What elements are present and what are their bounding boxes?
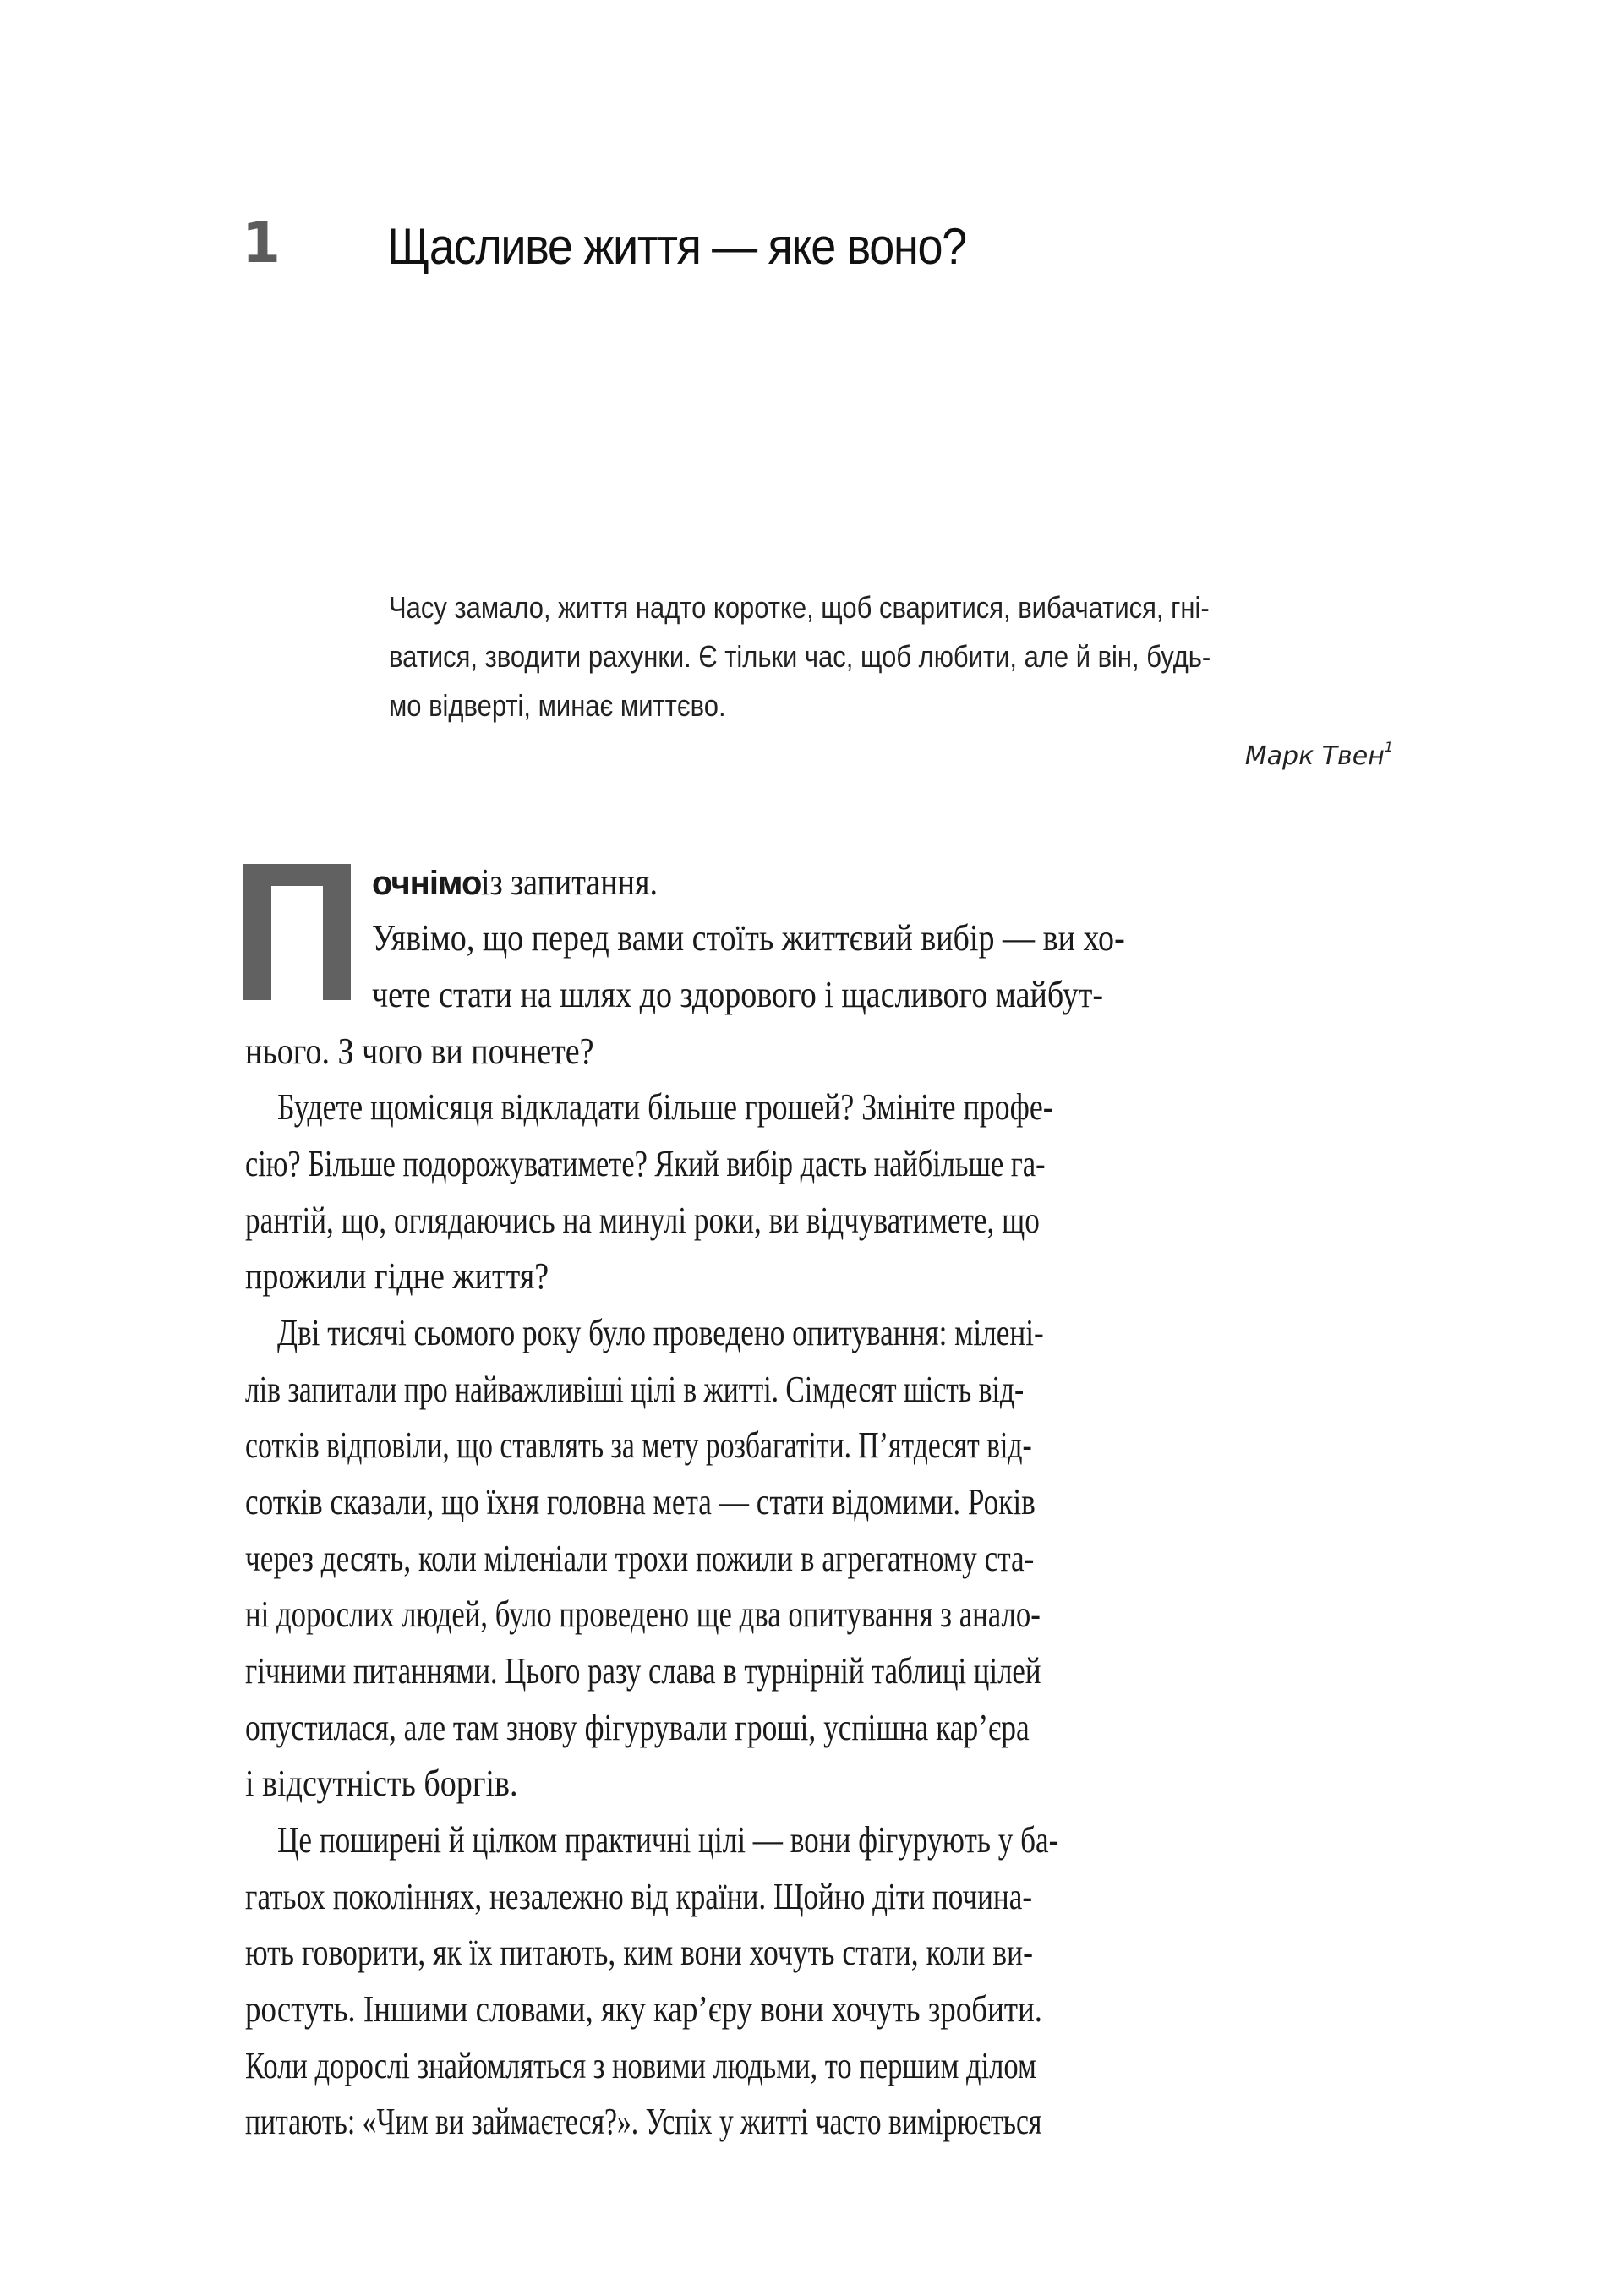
body-line: лів запитали про найважливіші цілі в житті. Сімдесят шість від- [245, 1369, 1025, 1410]
body-line: опустилася, але там знову фігурували гроші, успішна кар’єра [245, 1707, 1030, 1748]
body-line: ні дорослих людей, було проведено ще два опитування з анало- [245, 1594, 1041, 1635]
body-line: Дві тисячі сьомого року було проведено опитування: мілені- [277, 1312, 1044, 1353]
lead-in-rest: із запитання. [481, 861, 658, 903]
body-line: чете стати на шлях до здорового і щасливого майбут- [372, 974, 1104, 1015]
body-line: прожили гідне життя? [245, 1255, 549, 1297]
lead-in-bold: очнімо [372, 865, 482, 902]
body-line: Будете щомісяця відкладати більше грошей? Змініте профе- [277, 1086, 1053, 1128]
epigraph-line: Часу замало, життя надто коротке, щоб сваритися, вибачатися, гні- [389, 590, 1210, 625]
body-line: через десять, коли міленіали трохи пожили в агрегатному ста- [245, 1538, 1035, 1579]
epigraph-line: ватися, зводити рахунки. Є тільки час, щоб любити, але й він, будь- [389, 639, 1211, 674]
body-line: сію? Більше подорожуватимете? Який вибір дасть найбільше га- [245, 1143, 1046, 1184]
footnote-reference: 1 [1384, 739, 1393, 755]
body-line: Це поширені й цілком практичні цілі — вони фігурують у ба- [277, 1819, 1059, 1861]
chapter-number: 1 [242, 210, 281, 276]
drop-cap [243, 864, 351, 1000]
body-line: Уявімо, що перед вами стоїть життєвий вибір — ви хо- [372, 917, 1125, 959]
body-line: гічними питаннями. Цього разу слава в турнірній таблиці цілей [245, 1650, 1041, 1692]
body-line: сотків сказали, що їхня головна мета — стати відомими. Років [245, 1481, 1036, 1522]
body-line: ростуть. Іншими словами, яку кар’єру вони хочуть зробити. [245, 1988, 1043, 2030]
body-line: ють говорити, як їх питають, ким вони хочуть стати, коли ви- [245, 1932, 1033, 1973]
body-line: питають: «Чим ви займаєтеся?». Успіх у житті часто вимірюється [245, 2101, 1042, 2142]
body-line: нього. З чого ви почнете? [245, 1030, 594, 1072]
epigraph [389, 583, 1399, 730]
body-line: гатьох поколіннях, незалежно від країни. Щойно діти почина- [245, 1876, 1033, 1917]
body-line: рантій, що, оглядаючись на минулі роки, ви відчуватимете, що [245, 1200, 1040, 1241]
chapter-title: Щасливе життя — яке воно? [387, 218, 966, 275]
epigraph-author [1099, 732, 1393, 775]
body-line: Коли дорослі знайомляться з новими людьми, то першим ділом [245, 2045, 1036, 2086]
body-line: сотків відповіли, що ставлять за мету розбагатіти. П’ятдесят від- [245, 1424, 1032, 1466]
author-name: Марк Твен [1244, 741, 1385, 771]
body-line [372, 857, 686, 908]
epigraph-line: мо відверті, минає миттєво. [389, 688, 726, 723]
body-line: і відсутність боргів. [245, 1763, 518, 1804]
